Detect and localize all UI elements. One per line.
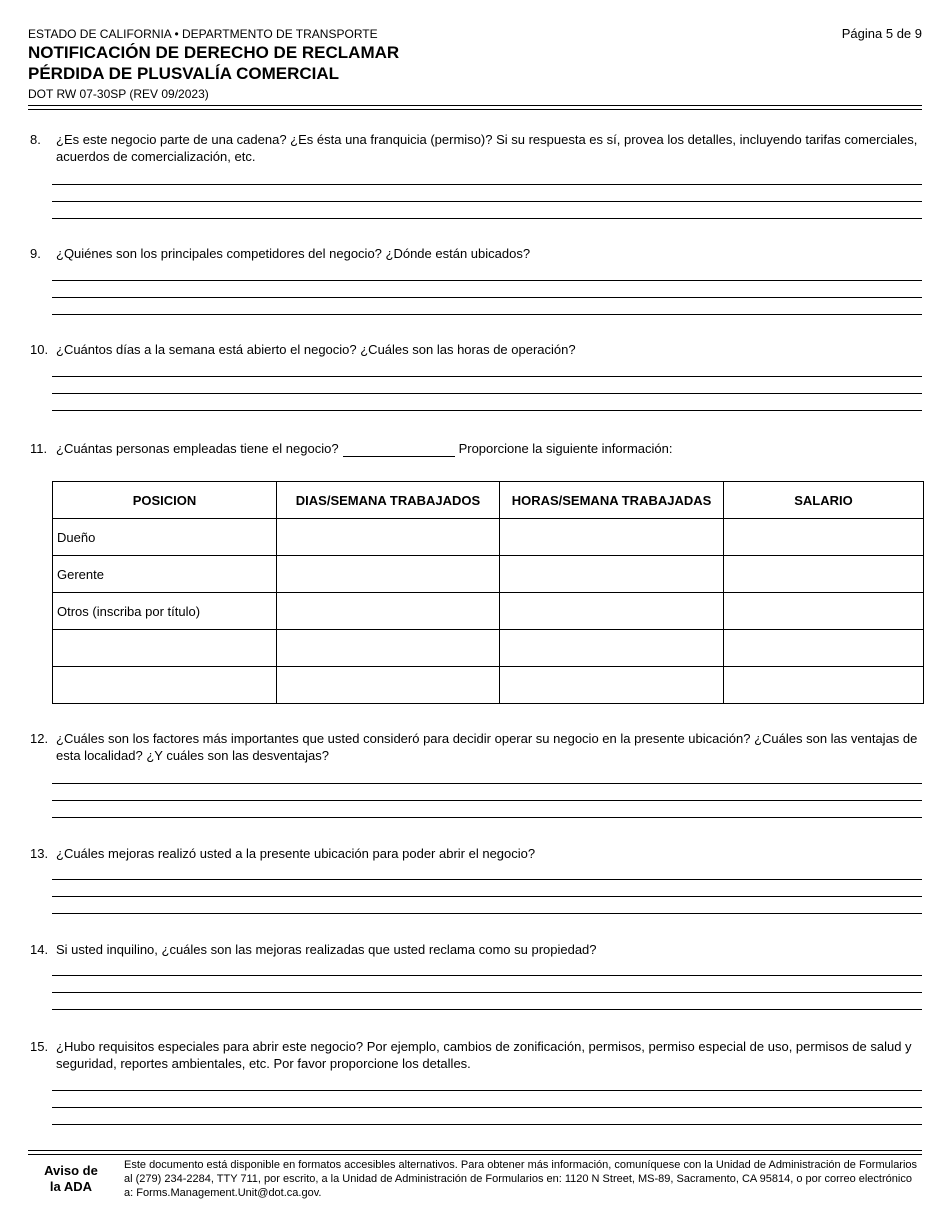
days-cell[interactable] bbox=[277, 630, 500, 667]
ada-notice-label bbox=[28, 1163, 114, 1195]
question-text-continued: Proporcione la siguiente información: bbox=[458, 441, 673, 456]
column-header-days: DIAS/SEMANA TRABAJADOS bbox=[277, 482, 500, 519]
page-number: Página 5 de 9 bbox=[841, 26, 922, 41]
answer-line[interactable] bbox=[52, 1107, 922, 1108]
answer-line[interactable] bbox=[52, 201, 922, 202]
position-cell: Gerente bbox=[53, 556, 277, 593]
column-header-position: POSICION bbox=[53, 482, 277, 519]
question-text: ¿Quiénes son los principales competidores del negocio? ¿Dónde están ubicados? bbox=[56, 246, 531, 261]
table-row bbox=[53, 630, 924, 667]
days-cell[interactable] bbox=[277, 556, 500, 593]
hours-cell[interactable] bbox=[500, 593, 724, 630]
ada-label-line2: la ADA bbox=[49, 1179, 93, 1194]
agency-line: ESTADO DE CALIFORNIA • DEPARTMENTO DE TRANSPORTE bbox=[28, 27, 378, 41]
position-cell[interactable] bbox=[53, 667, 277, 704]
table-row bbox=[53, 593, 924, 630]
answer-line[interactable] bbox=[52, 783, 922, 784]
table-row bbox=[53, 556, 924, 593]
answer-line[interactable] bbox=[52, 913, 922, 914]
question-number: 10. bbox=[30, 342, 49, 357]
answer-line[interactable] bbox=[52, 393, 922, 394]
question-text: ¿Cuáles mejoras realizó usted a la presente ubicación para poder abrir el negocio? bbox=[56, 846, 536, 861]
question-number: 9. bbox=[30, 246, 41, 261]
question-number: 13. bbox=[30, 846, 49, 861]
hours-cell[interactable] bbox=[500, 556, 724, 593]
form-title-line2: PÉRDIDA DE PLUSVALÍA COMERCIAL bbox=[28, 64, 340, 83]
question-text: ¿Cuántas personas empleadas tiene el negocio? bbox=[56, 441, 339, 456]
answer-line[interactable] bbox=[52, 410, 922, 411]
employee-count-field[interactable] bbox=[343, 442, 455, 457]
form-title-line1: NOTIFICACIÓN DE DERECHO DE RECLAMAR bbox=[28, 43, 400, 62]
salary-cell[interactable] bbox=[724, 593, 924, 630]
salary-cell[interactable] bbox=[724, 556, 924, 593]
question-number: 14. bbox=[30, 942, 49, 957]
answer-line[interactable] bbox=[52, 184, 922, 185]
question-number: 12. bbox=[30, 731, 49, 746]
question-number: 15. bbox=[30, 1039, 49, 1054]
salary-cell[interactable] bbox=[724, 667, 924, 704]
answer-line[interactable] bbox=[52, 1009, 922, 1010]
position-cell: Otros (inscriba por título) bbox=[53, 593, 277, 630]
footer-rule-top bbox=[28, 1150, 922, 1151]
hours-cell[interactable] bbox=[500, 667, 724, 704]
answer-line[interactable] bbox=[52, 297, 922, 298]
hours-cell[interactable] bbox=[500, 630, 724, 667]
column-header-salary: SALARIO bbox=[724, 482, 924, 519]
question-number: 8. bbox=[30, 132, 41, 147]
column-header-hours: HORAS/SEMANA TRABAJADAS bbox=[500, 482, 724, 519]
table-row bbox=[53, 519, 924, 556]
answer-line[interactable] bbox=[52, 1090, 922, 1091]
position-cell[interactable] bbox=[53, 630, 277, 667]
question-text: Si usted inquilino, ¿cuáles son las mejoras realizadas que usted reclama como su propiedad? bbox=[56, 942, 597, 957]
answer-line[interactable] bbox=[52, 1124, 922, 1125]
salary-cell[interactable] bbox=[724, 519, 924, 556]
question-text: ¿Es este negocio parte de una cadena? ¿Es ésta una franquicia (permiso)? Si su respuesta es sí, provea los detalles, incluyendo tarifas comerciales, acuerdos de comercialización, etc. bbox=[56, 132, 918, 164]
footer-rule-bottom bbox=[28, 1154, 922, 1155]
days-cell[interactable] bbox=[277, 667, 500, 704]
staff-table bbox=[52, 481, 924, 704]
header-rule-top bbox=[28, 105, 922, 106]
answer-line[interactable] bbox=[52, 879, 922, 880]
days-cell[interactable] bbox=[277, 593, 500, 630]
answer-line[interactable] bbox=[52, 896, 922, 897]
position-cell: Dueño bbox=[53, 519, 277, 556]
answer-line[interactable] bbox=[52, 280, 922, 281]
answer-line[interactable] bbox=[52, 800, 922, 801]
answer-line[interactable] bbox=[52, 817, 922, 818]
question-text: ¿Cuántos días a la semana está abierto el negocio? ¿Cuáles son las horas de operación? bbox=[56, 342, 576, 357]
hours-cell[interactable] bbox=[500, 519, 724, 556]
ada-notice-text: Este documento está disponible en formatos accesibles alternativos. Para obtener más información, comuníquese con la Unidad de Administración de Formularios al (279) 234-2284, TTY 711, por escrito, a la Unidad de Administración de Formularios en: 1120 N Street, MS-89, Sacramento, CA 95814, o por correo electrónico a: Forms.Management.Unit@dot.ca.gov. bbox=[124, 1159, 918, 1199]
answer-line[interactable] bbox=[52, 218, 922, 219]
answer-line[interactable] bbox=[52, 992, 922, 993]
table-header-row bbox=[53, 482, 924, 519]
table-row bbox=[53, 667, 924, 704]
ada-label-line1: Aviso de bbox=[44, 1163, 98, 1178]
question-text: ¿Cuáles son los factores más importantes que usted consideró para decidir operar su negocio en la presente ubicación? ¿Cuáles son las ventajas de esta localidad? ¿Y cuáles son las desventajas? bbox=[56, 731, 918, 763]
question-number: 11. bbox=[30, 441, 48, 456]
answer-line[interactable] bbox=[52, 314, 922, 315]
header-rule-bottom bbox=[28, 109, 922, 110]
salary-cell[interactable] bbox=[724, 630, 924, 667]
question-text: ¿Hubo requisitos especiales para abrir este negocio? Por ejemplo, cambios de zonificación, permisos, permiso especial de uso, permisos de salud y seguridad, reportes ambientales, etc. Por favor proporcione los detalles. bbox=[56, 1039, 912, 1071]
answer-line[interactable] bbox=[52, 975, 922, 976]
form-id: DOT RW 07-30SP (REV 09/2023) bbox=[28, 87, 209, 101]
days-cell[interactable] bbox=[277, 519, 500, 556]
answer-line[interactable] bbox=[52, 376, 922, 377]
